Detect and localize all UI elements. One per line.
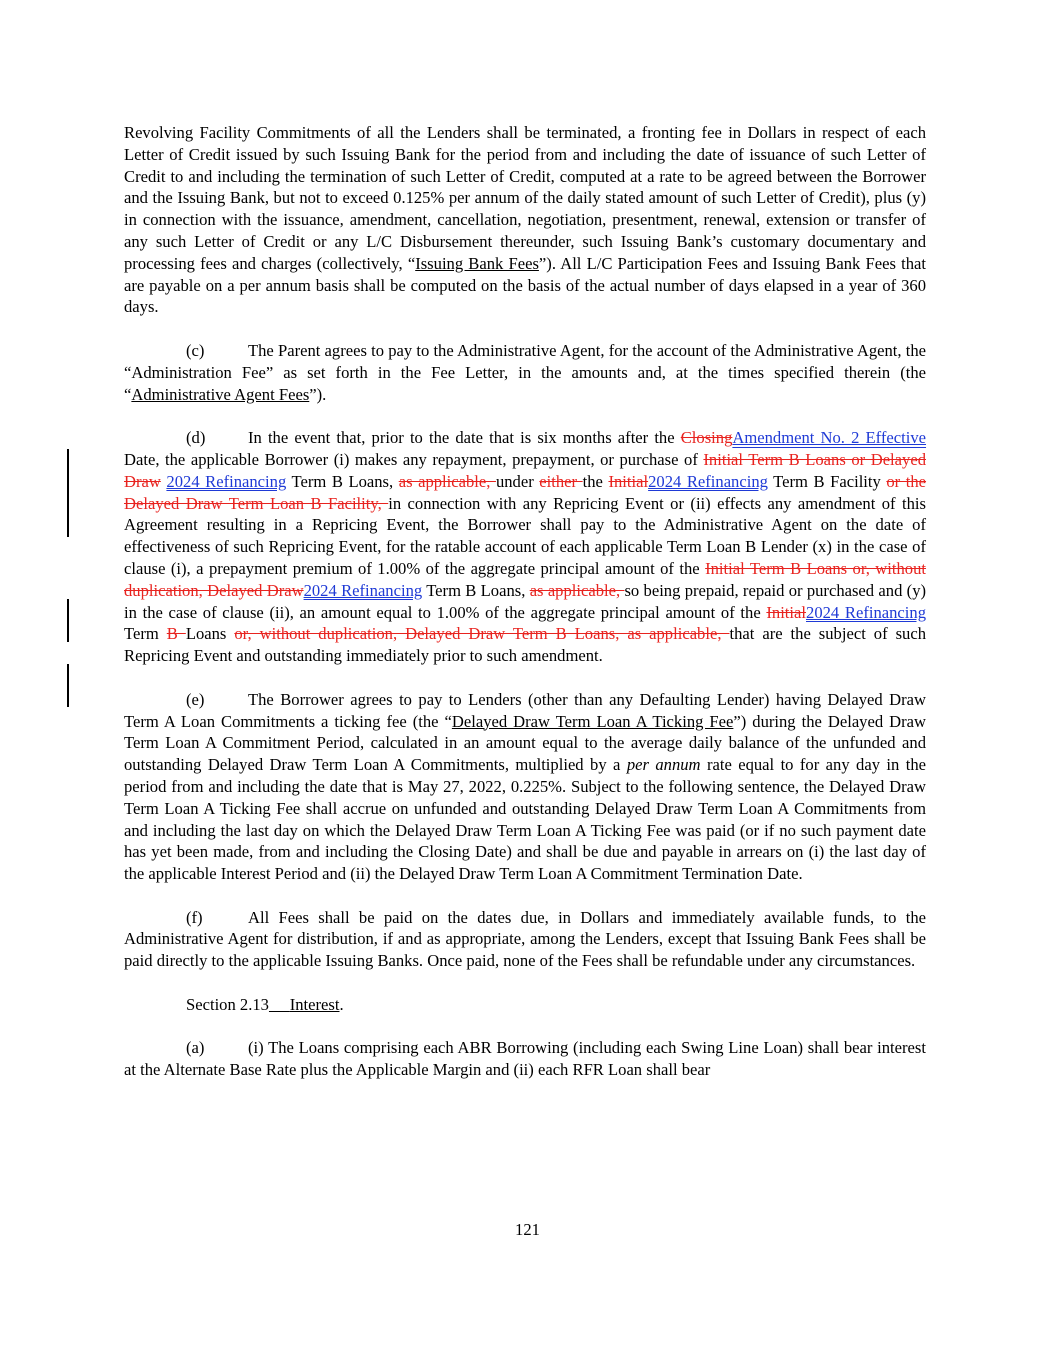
text: Term	[124, 624, 167, 644]
text: ”). All L/C Participation Fees and Issuing Bank Fees that are payable on a per annum basis shall be computed on the basis of the actual number of days elapsed in a year of 360 days.	[124, 253, 926, 317]
text: under	[495, 471, 540, 491]
deleted-text: Closing	[680, 428, 733, 448]
change-bar-2	[67, 599, 69, 642]
text: The Borrower agrees to pay to Lenders (other than any Defaulting Lender) having Delayed Draw Term A Loan Commitments a ticking fee (the “	[124, 689, 926, 731]
deleted-text: Initial Term B Loans or Delayed Draw	[124, 449, 926, 491]
inserted-text: Amendment No. 2 Effective	[732, 428, 927, 448]
text: rate equal to for any day in the period from and including the date that is May 27, 2022, 0.225%. Subject to the following sentence, the Delayed Draw Term Loan A Ticking Fee shall accrue on unfunded and outstanding Delayed Draw Term Loan A Commitments from and including the last day on which the Delayed Draw Term Loan A Ticking Fee was paid (or if no such payment date has yet been made, from and including the Closing Date) and shall be due and payable in arrears on (i) the last day of the applicable Interest Period and (ii) the Delayed Draw Term Loan A Commitment Termination Date.	[124, 755, 927, 884]
text: Term B Facility	[767, 471, 887, 491]
paragraph-label: (d)	[186, 428, 206, 448]
text: that are the subject of such Repricing Event and outstanding immediately prior to such amendment.	[124, 624, 926, 666]
deleted-text: as applicable,	[529, 580, 625, 600]
paragraph-f	[124, 907, 926, 972]
text: Term B Loans,	[422, 580, 530, 600]
deleted-text: Initial	[608, 471, 649, 491]
paragraph-d	[124, 427, 926, 667]
change-bar-1	[67, 449, 69, 537]
section-number: Section 2.13	[186, 994, 269, 1014]
inserted-text: 2024 Refinancing	[648, 471, 768, 491]
text: Date, the applicable Borrower (i) makes any repayment, prepayment, or purchase of	[124, 449, 704, 469]
paragraph-label: (c)	[186, 340, 205, 360]
text: so being prepaid, repaid or purchased and (y) in the case of clause (ii), an amount equal to 1.00% of the aggregate principal amount of the	[124, 580, 927, 622]
deleted-text: Initial Term B Loans or, without duplication, Delayed Draw	[124, 558, 927, 600]
defined-term-administrative-agent-fees: Administrative Agent Fees	[131, 384, 310, 404]
section-title-gap	[269, 995, 290, 1014]
text: in connection with any Repricing Event or (ii) effects any amendment of this Agreement resulting in a Repricing Event, the Borrower shall pay to the Administrative Agent on the date of effectiveness of such Repricing Event, for the ratable account of each applicable Term Loan B Lender (x) in the case of clause (i), a prepayment premium of 1.00% of the aggregate principal amount of the	[124, 493, 926, 578]
text: In the event that, prior to the date that is six months after the	[248, 428, 681, 448]
section-title: Interest	[289, 994, 340, 1014]
text: .	[339, 994, 344, 1014]
inserted-text: 2024 Refinancing	[166, 471, 287, 491]
defined-term-ticking-fee: Delayed Draw Term Loan A Ticking Fee	[451, 711, 734, 731]
defined-term-issuing-bank-fees: Issuing Bank Fees	[415, 253, 539, 273]
text: the	[582, 471, 609, 491]
deleted-text: Initial	[766, 602, 807, 622]
deleted-text: as applicable,	[398, 471, 496, 491]
deleted-text: or, without duplication, Delayed Draw Term B Loans, as applicable,	[234, 624, 730, 644]
change-bar-3	[67, 664, 69, 707]
italic-text: per annum	[626, 755, 701, 775]
text: Revolving Facility Commitments of all the Lenders shall be terminated, a fronting fee in Dollars in respect of each Letter of Credit issued by such Issuing Bank for the period from and including the date of issuance of such Letter of Credit to and including the termination of such Letter of Credit, computed at a rate to be agreed between the Borrower and the Issuing Bank, but not to exceed 0.125% per annum of the daily stated amount of such Letter of Credit), plus (y) in connection with the issuance, amendment, cancellation, negotiation, presentment, renewal, extension or transfer of any such Letter of Credit or any L/C Disbursement thereunder, such Issuing Bank’s customary documentary and processing fees and charges (collectively, “	[124, 123, 926, 273]
text: Term B Loans,	[286, 471, 399, 491]
section-heading	[124, 994, 926, 1016]
inserted-text: 2024 Refinancing	[303, 580, 423, 600]
text: (i) The Loans comprising each ABR Borrowing (including each Swing Line Loan) shall bear interest at the Alternate Base Rate plus the Applicable Margin and (ii) each RFR Loan shall bear	[124, 1038, 926, 1080]
paragraph-a	[124, 1037, 926, 1081]
page-number: 121	[515, 1220, 540, 1239]
text: Loans	[185, 624, 235, 644]
text: ”) during the Delayed Draw Term Loan A Commitment Period, calculated in an amount equal to the average daily balance of the unfunded and outstanding Delayed Draw Term Loan A Commitments, multiplied by a	[124, 711, 926, 775]
text: All Fees shall be paid on the dates due, in Dollars and immediately available funds, to the Administrative Agent for distribution, if and as appropriate, among the Lenders, except that Issuing Bank Fees shall be paid directly to the applicable Issuing Banks. Once paid, none of the Fees shall be refundable under any circumstances.	[124, 907, 926, 971]
deleted-text: either	[539, 471, 583, 491]
paragraph-c	[124, 340, 926, 405]
deleted-text: or the Delayed Draw Term Loan B Facility,	[124, 471, 927, 513]
inserted-text: 2024 Refinancing	[806, 602, 926, 622]
deleted-text: B	[166, 624, 186, 644]
paragraph-label: (e)	[186, 689, 205, 709]
paragraph-label: (f)	[186, 907, 203, 927]
paragraph-e	[124, 689, 926, 885]
paragraph-label: (a)	[186, 1038, 205, 1058]
paragraph-b-continuation	[124, 122, 926, 318]
text: The Parent agrees to pay to the Administrative Agent, for the account of the Administrative Agent, the “Administration Fee” as set forth in the Fee Letter, in the amounts and, at the times specified therein (the “	[124, 340, 926, 404]
document-page	[124, 122, 926, 1081]
text: ”).	[309, 384, 327, 404]
